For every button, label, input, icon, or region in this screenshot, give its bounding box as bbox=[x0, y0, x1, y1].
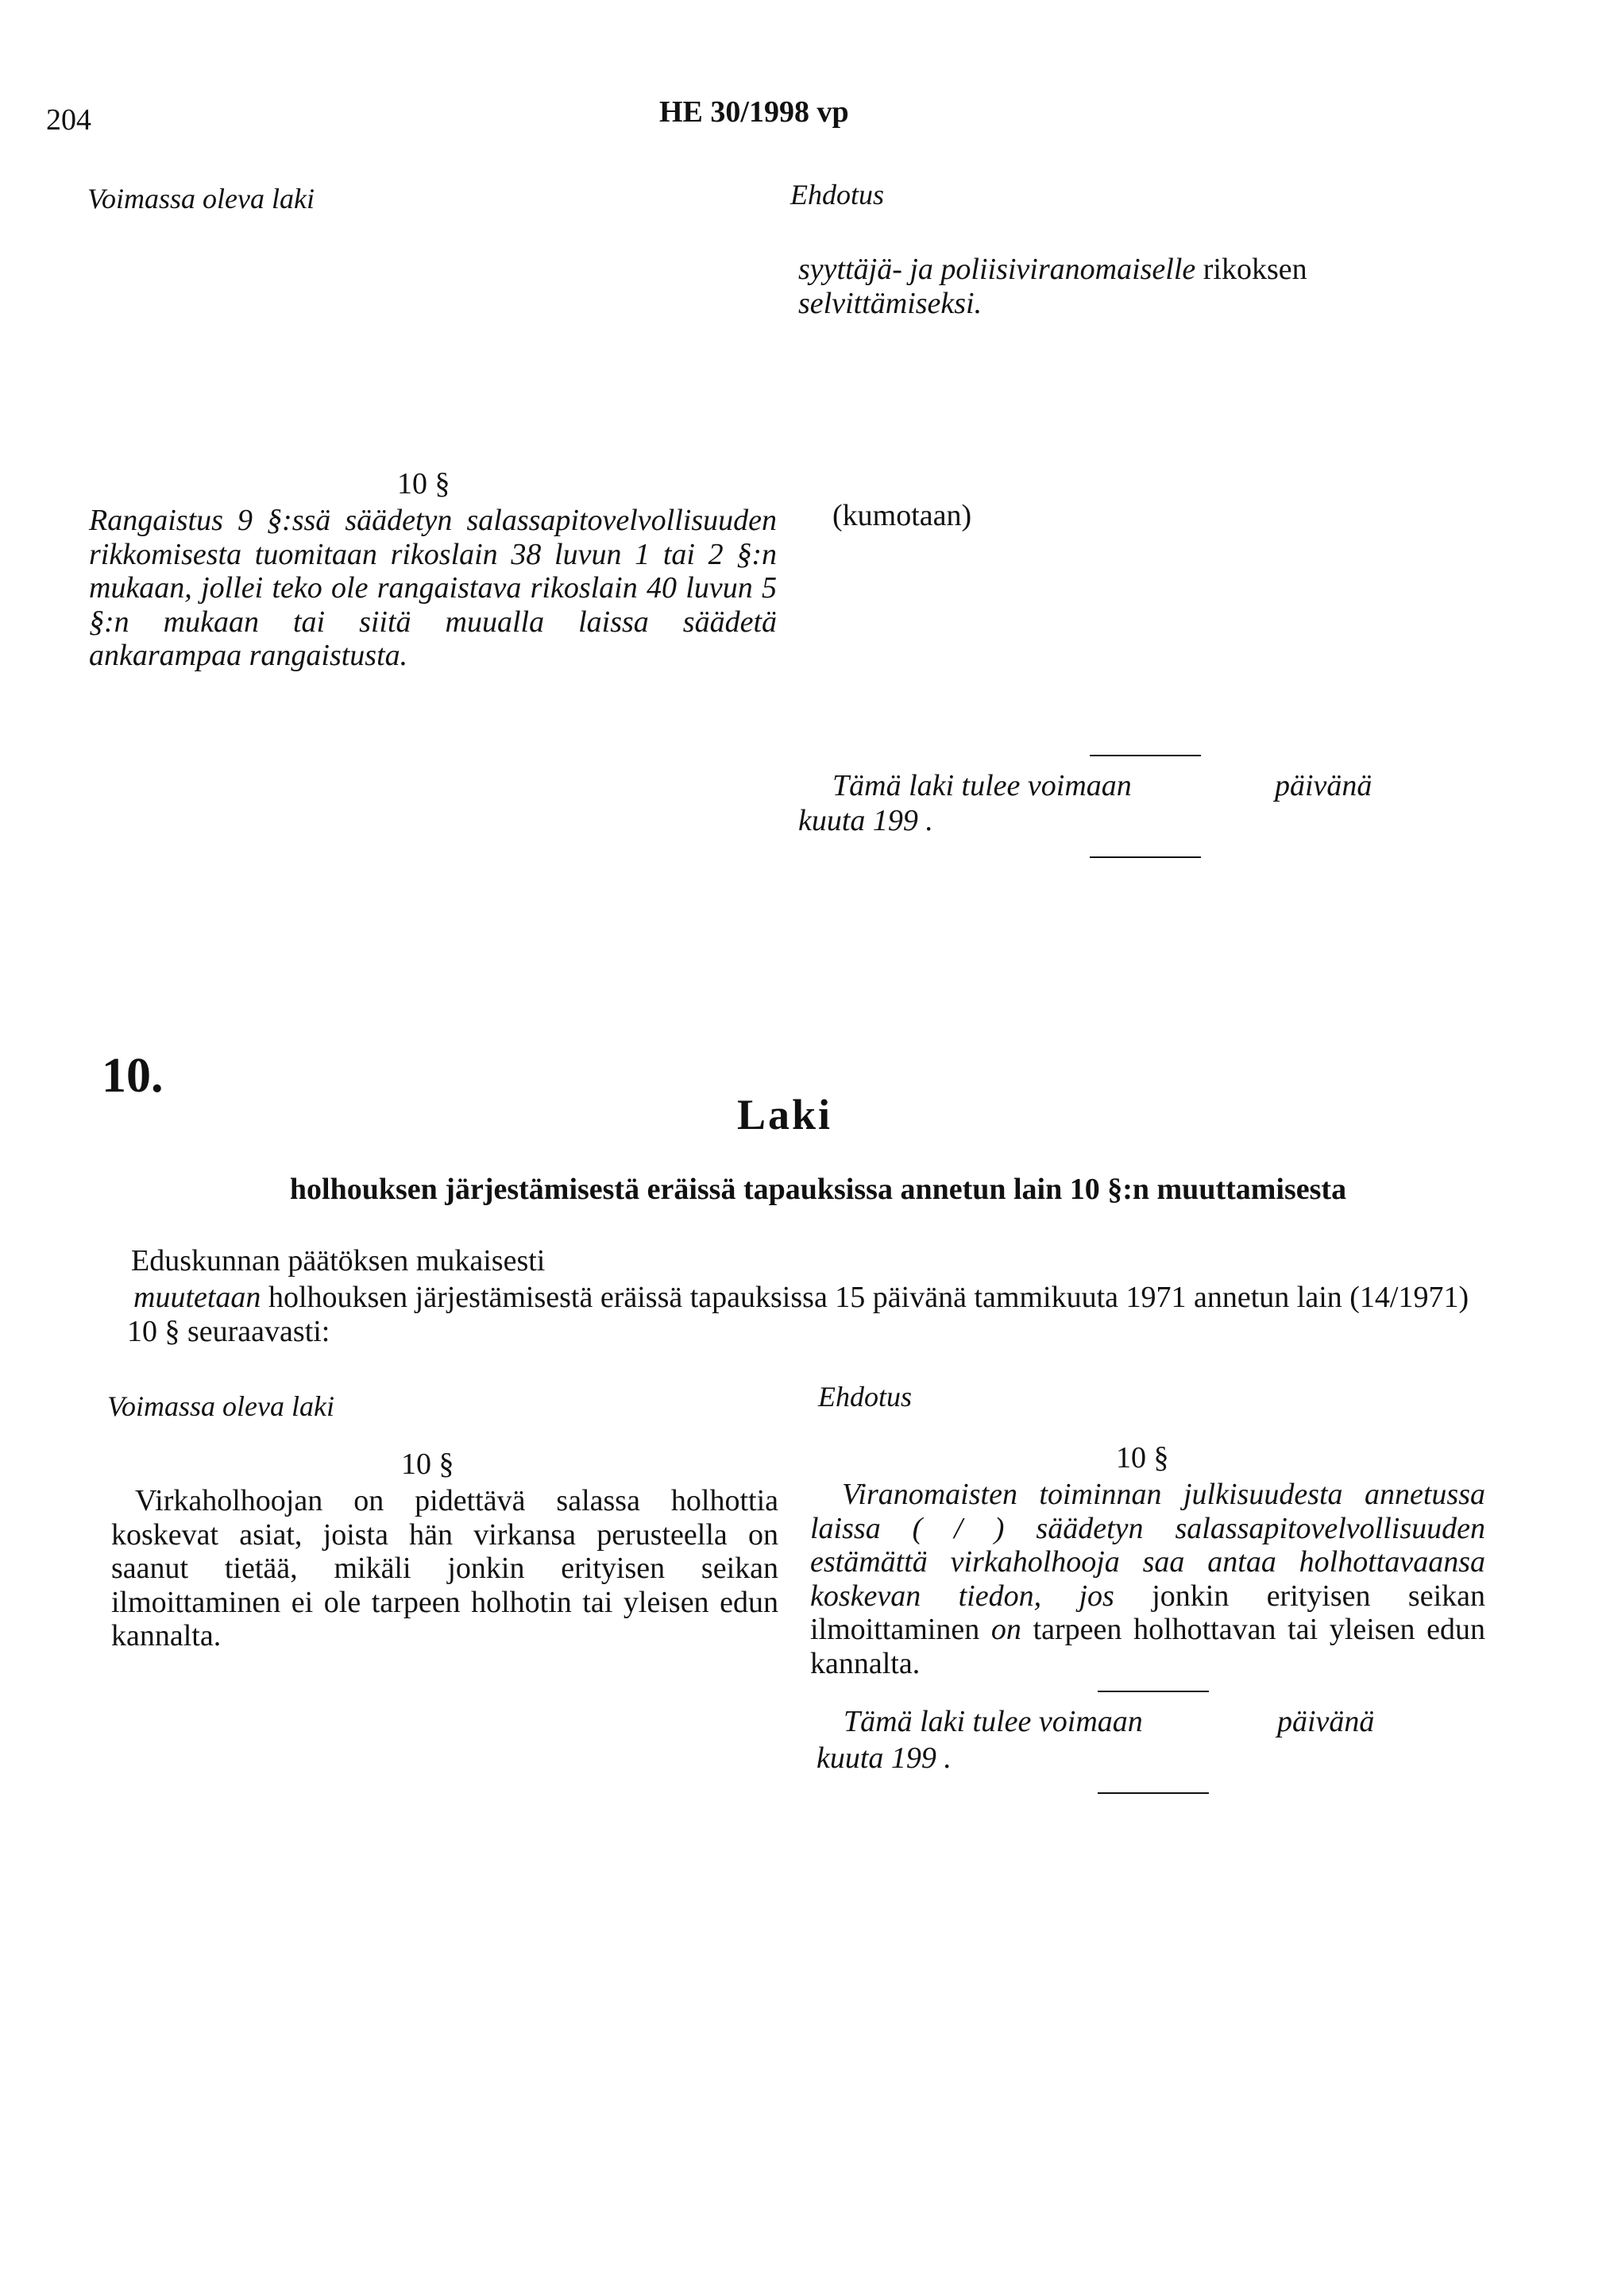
continuation-roman: rikoksen bbox=[1203, 253, 1307, 286]
separator-line-top bbox=[1090, 755, 1201, 756]
repealed-marker: (kumotaan) bbox=[832, 499, 972, 532]
enactment-verb: muutetaan bbox=[133, 1281, 261, 1314]
law-subtitle: holhouksen järjestämisestä eräissä tapauksissa annetun lain 10 §:n muuttamisesta bbox=[289, 1173, 1347, 1206]
separator-line-top-2 bbox=[1098, 1691, 1209, 1692]
separator-line-bottom bbox=[1090, 856, 1201, 858]
column-heading-proposal: Ehdotus bbox=[790, 179, 885, 211]
document-id: HE 30/1998 vp bbox=[659, 95, 849, 129]
effect-clause-day: päivänä bbox=[1275, 769, 1372, 802]
penalty-paragraph: Rangaistus 9 §:ssä säädetyn salassapitovelvollisuuden rikkomisesta tuomitaan rikoslain 38 luvun 1 tai 2 §:n mukaan, jollei teko ole rangaistava rikoslain 40 luvun 5 §:n mukaan tai siitä muualla laissa säädetä ankarampaa rangaistusta. bbox=[89, 504, 777, 673]
enactment-intro: Eduskunnan päätöksen mukaisesti bbox=[131, 1244, 546, 1277]
current-law-paragraph: Virkaholhoojan on pidettävä salassa holhottia koskevat asiat, joista hän virkansa perusteella on saanut tietää, mikäli jonkin erityisen seikan ilmoittaminen ei ole tarpeen holhotin tai yleisen edun kannalta. bbox=[111, 1484, 778, 1653]
effect-clause-day-2: päivänä bbox=[1277, 1705, 1375, 1738]
continuation-text bbox=[798, 253, 1481, 320]
column-heading-current-law: Voimassa oleva laki bbox=[87, 183, 315, 215]
proposal-italic-part: Viranomaisten toiminnan julkisuudesta annetussa laissa ( / ) säädetyn salassapitovelvollisuuden estämättä virkaholhooja saa antaa holhottavaansa koskevan tiedon, jos bbox=[810, 1478, 1485, 1613]
effect-clause-start-2: Tämä laki tulee voimaan bbox=[844, 1705, 1143, 1738]
section-heading: 10 § bbox=[397, 467, 450, 501]
enactment-clause bbox=[127, 1281, 1477, 1348]
continuation-line2: selvittämiseksi. bbox=[798, 286, 983, 320]
left-section-heading: 10 § bbox=[401, 1448, 454, 1481]
enactment-text: holhouksen järjestämisestä eräissä tapauksissa 15 päivänä tammikuuta 1971 annetun lain (14/1971) 10 § seuraavasti: bbox=[127, 1281, 1469, 1348]
law-title: Laki bbox=[737, 1091, 833, 1138]
proposal-roman-end: tarpeen holhottavan tai yleisen edun kannalta. bbox=[810, 1613, 1486, 1680]
column-heading-current-law-2: Voimassa oleva laki bbox=[107, 1390, 334, 1422]
effect-clause-month-2: kuuta 199 . bbox=[817, 1741, 952, 1775]
separator-line-bottom-2 bbox=[1098, 1792, 1209, 1794]
effect-clause-start: Tämä laki tulee voimaan bbox=[832, 769, 1132, 802]
column-heading-proposal-2: Ehdotus bbox=[818, 1381, 913, 1413]
proposal-paragraph bbox=[810, 1478, 1485, 1680]
law-number: 10. bbox=[102, 1049, 164, 1103]
proposal-roman-part: jonkin erityisen seikan ilmoittaminen bbox=[810, 1579, 1485, 1647]
page-number: 204 bbox=[46, 103, 91, 137]
proposal-italic-on: on bbox=[990, 1613, 1021, 1647]
continuation-italic: syyttäjä- ja poliisiviranomaiselle bbox=[798, 253, 1196, 286]
effect-clause-month: kuuta 199 . bbox=[798, 804, 933, 837]
right-section-heading: 10 § bbox=[1116, 1441, 1169, 1475]
